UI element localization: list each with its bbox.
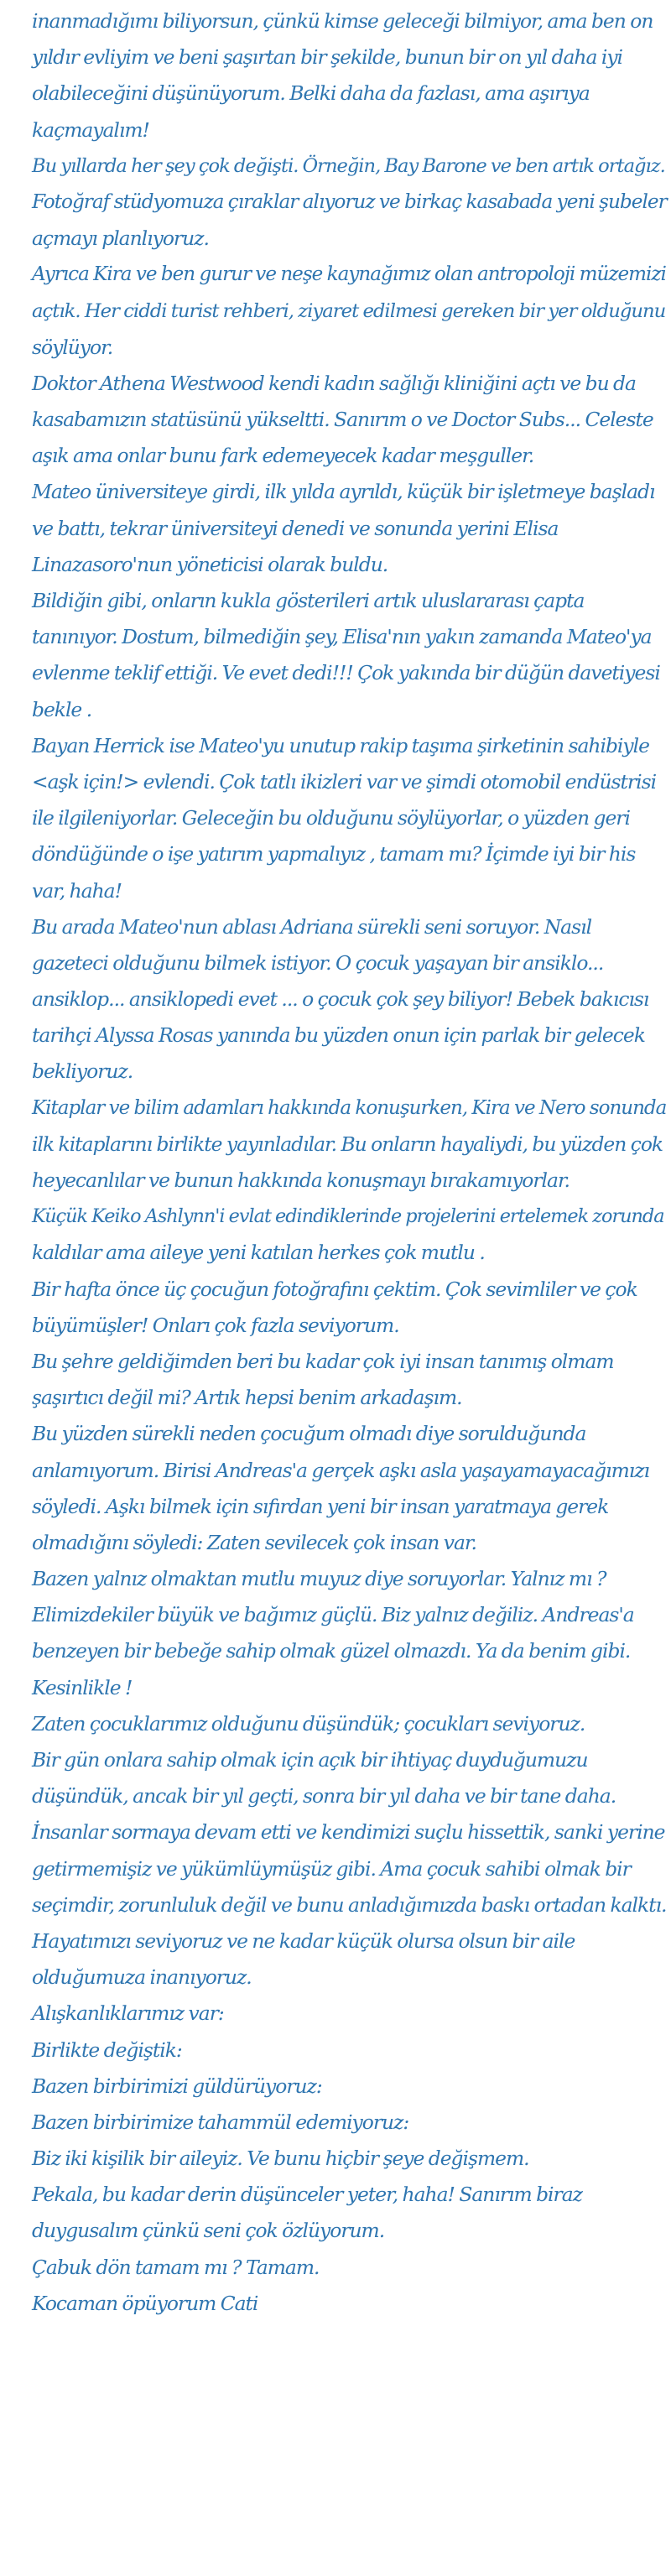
letter-line: kaçmayalım! xyxy=(32,117,149,142)
letter-line: döndüğünde o işe yatırım yapmalıyız , tamam mı? İçimde iyi bir his xyxy=(32,842,636,866)
letter-line: açmayı planlıyoruz. xyxy=(32,226,209,251)
letter-line: İnsanlar sormaya devam etti ve kendimizi suçlu hissettik, sanki yerine xyxy=(32,1820,665,1845)
letter-line: Birlikte değiştik: xyxy=(32,2037,182,2062)
letter-line: büyümüşler! Onları çok fazla seviyorum. xyxy=(32,1313,399,1337)
letter-line: Bu arada Mateo'nun ablası Adriana sürekli seni soruyor. Nasıl xyxy=(32,914,592,939)
letter-line: bekle . xyxy=(32,697,92,721)
letter-line: Bir gün onlara sahip olmak için açık bir ihtiyaç duyduğumuzu xyxy=(32,1748,588,1772)
letter-line: Bazen birbirimizi güldürüyoruz: xyxy=(32,2074,322,2098)
letter-line: Ayrıca Kira ve ben gurur ve neşe kaynağımız olan antropoloji müzemizi xyxy=(32,263,666,286)
letter-line: ilk kitaplarını birlikte yayınladılar. Bu onların hayaliydi, bu yüzden çok xyxy=(32,1132,663,1156)
letter-line: tarihçi Alyssa Rosas yanında bu yüzden onun için parlak bir gelecek xyxy=(32,1023,645,1048)
letter-line: olmadığını söyledi: Zaten sevilecek çok insan var. xyxy=(32,1530,476,1554)
letter-line: açtık. Her ciddi turist rehberi, ziyaret edilmesi gereken bir yer olduğunu xyxy=(32,299,666,322)
letter-body xyxy=(32,3,671,2322)
letter-line: Bazen yalnız olmaktan mutlu muyuz diye soruyorlar. Yalnız mı ? xyxy=(32,1567,606,1591)
letter-line: Bildiğin gibi, onların kukla gösterileri artık uluslararası çapta xyxy=(32,589,585,612)
letter-line: ve battı, tekrar üniversiteyi denedi ve sonunda yerini Elisa xyxy=(32,516,559,540)
letter-line: evlenme teklif ettiği. Ve evet dedi!!! Çok yakında bir düğün davetiyesi xyxy=(32,661,660,685)
letter-line: düşündük, ancak bir yıl geçti, sonra bir yıl daha ve bir tane daha. xyxy=(32,1784,616,1808)
letter-line: Bu şehre geldiğimden beri bu kadar çok iyi insan tanımış olmam xyxy=(32,1349,614,1373)
letter-line: var, haha! xyxy=(32,878,122,903)
letter-line: Zaten çocuklarımız olduğunu düşündük; çocukları seviyoruz. xyxy=(32,1711,585,1736)
letter-line: heyecanlılar ve bunun hakkında konuşmayı bırakamıyorlar. xyxy=(32,1168,570,1192)
letter-line: Bazen birbirimize tahammül edemiyoruz: xyxy=(32,2110,409,2134)
letter-line: duygusalım çünkü seni çok özlüyorum. xyxy=(32,2219,385,2243)
letter-line: ansiklop... ansiklopedi evet ... o çocuk çok şey biliyor! Bebek bakıcısı xyxy=(32,987,649,1012)
letter-line: Bayan Herrick ise Mateo'yu unutup rakip taşıma şirketinin sahibiyle xyxy=(32,733,649,757)
letter-line: söylüyor. xyxy=(32,335,113,359)
letter-line: Fotoğraf stüdyomuza çıraklar alıyoruz ve birkaç kasabada yeni şubeler xyxy=(32,190,667,213)
letter-line: Çabuk dön tamam mı ? Tamam. xyxy=(32,2255,320,2279)
letter-line: Bu yıllarda her şey çok değişti. Örneğin, Bay Barone ve ben artık ortağız. xyxy=(32,154,665,177)
letter-line: kasabamızın statüsünü yükseltti. Sanırım o ve Doctor Subs... Celeste xyxy=(32,408,653,432)
letter-line: anlamıyorum. Birisi Andreas'a gerçek aşkı asla yaşayamayacağımızı xyxy=(32,1458,650,1482)
letter-line: ile ilgileniyorlar. Geleceğin bu olduğunu söylüyorlar, o yüzden geri xyxy=(32,806,630,830)
letter-line: olduğumuza inanıyoruz. xyxy=(32,1965,252,1990)
letter-line: getirmemişiz ve yükümlüymüşüz gibi. Ama çocuk sahibi olmak bir xyxy=(32,1856,631,1881)
letter-line: Küçük Keiko Ashlynn'i evlat edindiklerinde projelerini ertelemek zorunda xyxy=(32,1205,664,1228)
letter-line: yıldır evliyim ve beni şaşırtan bir şekilde, bunun bir on yıl daha iyi xyxy=(32,45,623,70)
letter-line: Kitaplar ve bilim adamları hakkında konuşurken, Kira ve Nero sonunda xyxy=(32,1096,667,1119)
letter-line: gazeteci olduğunu bilmek istiyor. O çocuk yaşayan bir ansiklo... xyxy=(32,950,604,975)
letter-line: Linazasoro'nun yöneticisi olarak buldu. xyxy=(32,552,388,576)
letter-line: benzeyen bir bebeğe sahip olmak güzel olmazdı. Ya da benim gibi. xyxy=(32,1639,631,1663)
letter-line: seçimdir, zorunluluk değil ve bunu anladığımızda baskı ortadan kalktı. xyxy=(32,1892,667,1917)
letter-line: Alışkanlıklarımız var: xyxy=(32,2001,224,2026)
letter-line: Doktor Athena Westwood kendi kadın sağlığı kliniğini açtı ve bu da xyxy=(32,371,636,395)
letter-line: Mateo üniversiteye girdi, ilk yılda ayrıldı, küçük bir işletmeye başladı xyxy=(32,480,655,504)
letter-line: Pekala, bu kadar derin düşünceler yeter, haha! Sanırım biraz xyxy=(32,2183,582,2207)
letter-line: Bu yüzden sürekli neden çocuğum olmadı diye sorulduğunda xyxy=(32,1422,586,1446)
letter-line: Biz iki kişilik bir aileyiz. Ve bunu hiçbir şeye değişmem. xyxy=(32,2147,529,2171)
letter-line: <aşk için!> evlendi. Çok tatlı ikizleri var ve şimdi otomobil endüstrisi xyxy=(32,769,657,794)
letter-line: Kesinlikle ! xyxy=(32,1675,133,1699)
letter-line: söyledi. Aşkı bilmek için sıfırdan yeni bir insan yaratmaya gerek xyxy=(32,1494,609,1518)
letter-line: şaşırtıcı değil mi? Artık hepsi benim arkadaşım. xyxy=(32,1386,462,1410)
letter-line: tanınıyor. Dostum, bilmediğin şey, Elisa'nın yakın zamanda Mateo'ya xyxy=(32,625,652,649)
letter-line: Bir hafta önce üç çocuğun fotoğrafını çektim. Çok sevimliler ve çok xyxy=(32,1277,637,1301)
letter-line: Hayatımızı seviyoruz ve ne kadar küçük olursa olsun bir aile xyxy=(32,1928,575,1953)
letter-line: olabileceğini düşünüyorum. Belki daha da fazlası, ama aşırıya xyxy=(32,81,590,106)
letter-line: aşık ama onlar bunu fark edemeyecek kadar meşguller. xyxy=(32,444,534,468)
letter-line: Elimizdekiler büyük ve bağımız güçlü. Biz yalnız değiliz. Andreas'a xyxy=(32,1603,634,1627)
letter-line: bekliyoruz. xyxy=(32,1059,133,1084)
letter-line: kaldılar ama aileye yeni katılan herkes çok mutlu . xyxy=(32,1241,485,1265)
letter-line: Kocaman öpüyorum Cati xyxy=(32,2291,258,2315)
letter-line: inanmadığımı biliyorsun, çünkü kimse geleceği bilmiyor, ama ben on xyxy=(32,9,653,33)
